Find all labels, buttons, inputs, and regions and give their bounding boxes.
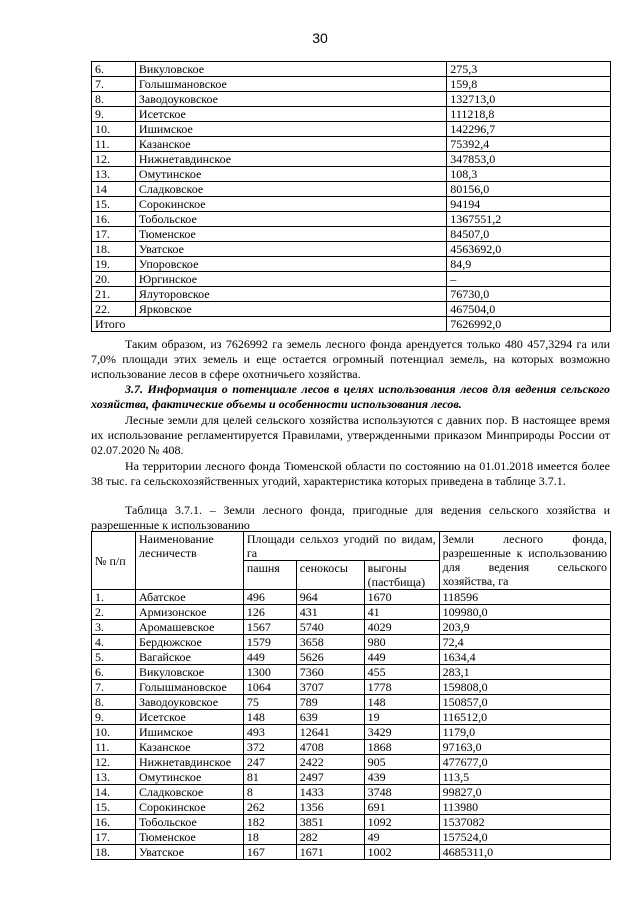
hay-cell: 2497: [296, 770, 364, 785]
row-num-cell: 9.: [92, 107, 136, 122]
table-row: [92, 815, 611, 830]
forestry-name-cell: Исетское: [135, 710, 243, 725]
table-row: [92, 242, 611, 257]
table-row: [92, 710, 611, 725]
row-num-cell: 9.: [92, 710, 136, 725]
table-row: [92, 77, 611, 92]
row-num-cell: 8.: [92, 92, 136, 107]
table-row: [92, 137, 611, 152]
hay-cell: 431: [296, 605, 364, 620]
header-num: № п/п: [92, 532, 136, 590]
forestry-name-cell: Бердюжское: [135, 635, 243, 650]
allowed-area-cell: 113,5: [439, 770, 610, 785]
table-row: [92, 725, 611, 740]
row-num-cell: 12.: [92, 755, 136, 770]
table-row: [92, 122, 611, 137]
area-cell: 159,8: [447, 77, 611, 92]
row-num-cell: 16.: [92, 815, 136, 830]
forestry-name-cell: Сорокинское: [135, 197, 446, 212]
row-num-cell: 7.: [92, 77, 136, 92]
area-cell: 467504,0: [447, 302, 611, 317]
forestry-name-cell: Вагайское: [135, 650, 243, 665]
header-hay: сенокосы: [296, 561, 364, 590]
row-num-cell: 14.: [92, 785, 136, 800]
row-num-cell: 11.: [92, 740, 136, 755]
row-num-cell: 7.: [92, 680, 136, 695]
hay-cell: 1433: [296, 785, 364, 800]
total-value: 7626992,0: [447, 317, 611, 332]
header-areas: Площади сельхоз угодий по видам, га: [243, 532, 439, 561]
arable-cell: 449: [243, 650, 296, 665]
area-cell: 76730,0: [447, 287, 611, 302]
agri-lands-table: [91, 531, 611, 860]
row-num-cell: 16.: [92, 212, 136, 227]
row-num-cell: 19.: [92, 257, 136, 272]
arenda-table: [91, 61, 611, 332]
table-row: [92, 590, 611, 605]
forestry-name-cell: Сладковское: [135, 785, 243, 800]
forestry-name-cell: Нижнетавдинское: [135, 755, 243, 770]
area-cell: 4563692,0: [447, 242, 611, 257]
allowed-area-cell: 1179,0: [439, 725, 610, 740]
forestry-name-cell: Викуловское: [135, 665, 243, 680]
allowed-area-cell: 99827,0: [439, 785, 610, 800]
hay-cell: 7360: [296, 665, 364, 680]
pasture-cell: 1092: [364, 815, 439, 830]
row-num-cell: 10.: [92, 725, 136, 740]
forestry-name-cell: Ялуторовское: [135, 287, 446, 302]
forestry-name-cell: Абатское: [135, 590, 243, 605]
table-row: [92, 92, 611, 107]
hay-cell: 3658: [296, 635, 364, 650]
allowed-area-cell: 118596: [439, 590, 610, 605]
pasture-cell: 980: [364, 635, 439, 650]
forestry-name-cell: Заводоуковское: [135, 695, 243, 710]
pasture-cell: 41: [364, 605, 439, 620]
row-num-cell: 15.: [92, 197, 136, 212]
row-num-cell: 2.: [92, 605, 136, 620]
table-row: [92, 800, 611, 815]
table-row: [92, 620, 611, 635]
area-cell: 94194: [447, 197, 611, 212]
arable-cell: 493: [243, 725, 296, 740]
pasture-cell: 1778: [364, 680, 439, 695]
forestry-name-cell: Голышмановское: [135, 77, 446, 92]
table-row: [92, 665, 611, 680]
row-num-cell: 20.: [92, 272, 136, 287]
table-row: [92, 302, 611, 317]
forestry-name-cell: Тобольское: [135, 815, 243, 830]
area-cell: 1367551,2: [447, 212, 611, 227]
arable-cell: 182: [243, 815, 296, 830]
area-cell: 132713,0: [447, 92, 611, 107]
row-num-cell: 10.: [92, 122, 136, 137]
row-num-cell: 11.: [92, 137, 136, 152]
table-row: [92, 287, 611, 302]
allowed-area-cell: 97163,0: [439, 740, 610, 755]
forestry-name-cell: Омутинское: [135, 167, 446, 182]
forestry-name-cell: Нижнетавдинское: [135, 152, 446, 167]
table-caption: Таблица 3.7.1. – Земли лесного фонда, пригодные для ведения сельского хозяйства и разрешенные к использованию: [91, 503, 610, 532]
table-row: [92, 152, 611, 167]
row-num-cell: 6.: [92, 665, 136, 680]
forestry-name-cell: Ишимское: [135, 122, 446, 137]
header-name: Наименование лесничеств: [135, 532, 243, 590]
forestry-name-cell: Аромашевское: [135, 620, 243, 635]
forestry-name-cell: Казанское: [135, 740, 243, 755]
row-num-cell: 15.: [92, 800, 136, 815]
table-row: [92, 785, 611, 800]
table-row: [92, 272, 611, 287]
area-cell: –: [447, 272, 611, 287]
pasture-cell: 691: [364, 800, 439, 815]
header-pasture: выгоны (пастбища): [364, 561, 439, 590]
area-cell: 80156,0: [447, 182, 611, 197]
forestry-name-cell: Сладковское: [135, 182, 446, 197]
pasture-cell: 1868: [364, 740, 439, 755]
forestry-name-cell: Викуловское: [135, 62, 446, 77]
forestry-name-cell: Уватское: [135, 845, 243, 860]
allowed-area-cell: 1634,4: [439, 650, 610, 665]
pasture-cell: 1002: [364, 845, 439, 860]
paragraph-territory-info: На территории лесного фонда Тюменской области по состоянию на 01.01.2018 имеется более 38 тыс. га сельскохозяйственных угодий, характеристика которых приведена в таблице 3.7.1.: [91, 459, 610, 488]
table-row: [92, 680, 611, 695]
header-arable: пашня: [243, 561, 296, 590]
allowed-area-cell: 113980: [439, 800, 610, 815]
area-cell: 84,9: [447, 257, 611, 272]
arable-cell: 167: [243, 845, 296, 860]
hay-cell: 3707: [296, 680, 364, 695]
table-row: [92, 650, 611, 665]
forestry-name-cell: Юргинское: [135, 272, 446, 287]
forestry-name-cell: Омутинское: [135, 770, 243, 785]
pasture-cell: 3748: [364, 785, 439, 800]
arable-cell: 1579: [243, 635, 296, 650]
row-num-cell: 21.: [92, 287, 136, 302]
allowed-area-cell: 1537082: [439, 815, 610, 830]
row-num-cell: 1.: [92, 590, 136, 605]
pasture-cell: 439: [364, 770, 439, 785]
allowed-area-cell: 157524,0: [439, 830, 610, 845]
row-num-cell: 17.: [92, 227, 136, 242]
arable-cell: 1300: [243, 665, 296, 680]
area-cell: 111218,8: [447, 107, 611, 122]
row-num-cell: 13.: [92, 770, 136, 785]
arable-cell: 148: [243, 710, 296, 725]
pasture-cell: 49: [364, 830, 439, 845]
area-cell: 347853,0: [447, 152, 611, 167]
pasture-cell: 4029: [364, 620, 439, 635]
allowed-area-cell: 4685311,0: [439, 845, 610, 860]
arable-cell: 1064: [243, 680, 296, 695]
forestry-name-cell: Тобольское: [135, 212, 446, 227]
row-num-cell: 22.: [92, 302, 136, 317]
pasture-cell: 455: [364, 665, 439, 680]
table-row: [92, 605, 611, 620]
table-row: [92, 830, 611, 845]
row-num-cell: 13.: [92, 167, 136, 182]
table-row: [92, 257, 611, 272]
hay-cell: 789: [296, 695, 364, 710]
area-cell: 84507,0: [447, 227, 611, 242]
allowed-area-cell: 283,1: [439, 665, 610, 680]
pasture-cell: 19: [364, 710, 439, 725]
area-cell: 75392,4: [447, 137, 611, 152]
hay-cell: 5626: [296, 650, 364, 665]
row-num-cell: 18.: [92, 242, 136, 257]
row-num-cell: 8.: [92, 695, 136, 710]
table-row: [92, 755, 611, 770]
arable-cell: 372: [243, 740, 296, 755]
forestry-name-cell: Сорокинское: [135, 800, 243, 815]
allowed-area-cell: 159808,0: [439, 680, 610, 695]
area-cell: 142296,7: [447, 122, 611, 137]
forestry-name-cell: Ишимское: [135, 725, 243, 740]
hay-cell: 4708: [296, 740, 364, 755]
arable-cell: 1567: [243, 620, 296, 635]
paragraph-lease-summary: Таким образом, из 7626992 га земель лесного фонда арендуется только 480 457,3294 га или 7,0% площади этих земель и еще остается огромный потенциал земель, на которых возможно использование лесов в сфере охотничьего хозяйства.: [91, 337, 610, 381]
row-num-cell: 18.: [92, 845, 136, 860]
forestry-name-cell: Армизонское: [135, 605, 243, 620]
table-row: [92, 182, 611, 197]
table-total-row: [92, 317, 611, 332]
arable-cell: 262: [243, 800, 296, 815]
table-row: [92, 197, 611, 212]
forestry-name-cell: Казанское: [135, 137, 446, 152]
header-allowed: Земли лесного фонда, разрешенные к использованию для ведения сельского хозяйства, га: [439, 532, 610, 590]
forestry-name-cell: Тюменское: [135, 227, 446, 242]
total-label: Итого: [92, 317, 447, 332]
allowed-area-cell: 203,9: [439, 620, 610, 635]
row-num-cell: 17.: [92, 830, 136, 845]
arable-cell: 18: [243, 830, 296, 845]
forestry-name-cell: Упоровское: [135, 257, 446, 272]
page-number: 30: [312, 30, 328, 46]
row-num-cell: 14: [92, 182, 136, 197]
table-row: [92, 770, 611, 785]
hay-cell: 1356: [296, 800, 364, 815]
table-row: [92, 227, 611, 242]
hay-cell: 3851: [296, 815, 364, 830]
area-cell: 108,3: [447, 167, 611, 182]
pasture-cell: 449: [364, 650, 439, 665]
row-num-cell: 4.: [92, 635, 136, 650]
forestry-name-cell: Ярковское: [135, 302, 446, 317]
forestry-name-cell: Тюменское: [135, 830, 243, 845]
paragraph-agriculture-rules: Лесные земли для целей сельского хозяйства используются с давних пор. В настоящее время их использование регламентируется Правилами, утвержденными приказом Минприроды России от 02.07.2020 № 408.: [91, 413, 610, 457]
arable-cell: 8: [243, 785, 296, 800]
table-row: [92, 212, 611, 227]
hay-cell: 964: [296, 590, 364, 605]
pasture-cell: 1670: [364, 590, 439, 605]
row-num-cell: 3.: [92, 620, 136, 635]
allowed-area-cell: 72,4: [439, 635, 610, 650]
hay-cell: 5740: [296, 620, 364, 635]
arable-cell: 247: [243, 755, 296, 770]
forestry-name-cell: Голышмановское: [135, 680, 243, 695]
table-row: [92, 695, 611, 710]
pasture-cell: 905: [364, 755, 439, 770]
allowed-area-cell: 150857,0: [439, 695, 610, 710]
table-row: [92, 845, 611, 860]
table-row: [92, 62, 611, 77]
forestry-name-cell: Уватское: [135, 242, 446, 257]
table-row: [92, 107, 611, 122]
allowed-area-cell: 477677,0: [439, 755, 610, 770]
row-num-cell: 6.: [92, 62, 136, 77]
hay-cell: 12641: [296, 725, 364, 740]
arable-cell: 75: [243, 695, 296, 710]
forestry-name-cell: Заводоуковское: [135, 92, 446, 107]
table-row: [92, 740, 611, 755]
hay-cell: 2422: [296, 755, 364, 770]
table-row: [92, 167, 611, 182]
allowed-area-cell: 109980,0: [439, 605, 610, 620]
row-num-cell: 5.: [92, 650, 136, 665]
table-row: [92, 635, 611, 650]
allowed-area-cell: 116512,0: [439, 710, 610, 725]
forestry-name-cell: Исетское: [135, 107, 446, 122]
row-num-cell: 12.: [92, 152, 136, 167]
pasture-cell: 148: [364, 695, 439, 710]
arable-cell: 81: [243, 770, 296, 785]
hay-cell: 1671: [296, 845, 364, 860]
area-cell: 275,3: [447, 62, 611, 77]
hay-cell: 639: [296, 710, 364, 725]
arable-cell: 496: [243, 590, 296, 605]
hay-cell: 282: [296, 830, 364, 845]
section-heading-3-7: 3.7. Информация о потенциале лесов в целях использования лесов для ведения сельского хозяйства, фактические объемы и особенности использования лесов.: [91, 382, 610, 411]
pasture-cell: 3429: [364, 725, 439, 740]
arable-cell: 126: [243, 605, 296, 620]
